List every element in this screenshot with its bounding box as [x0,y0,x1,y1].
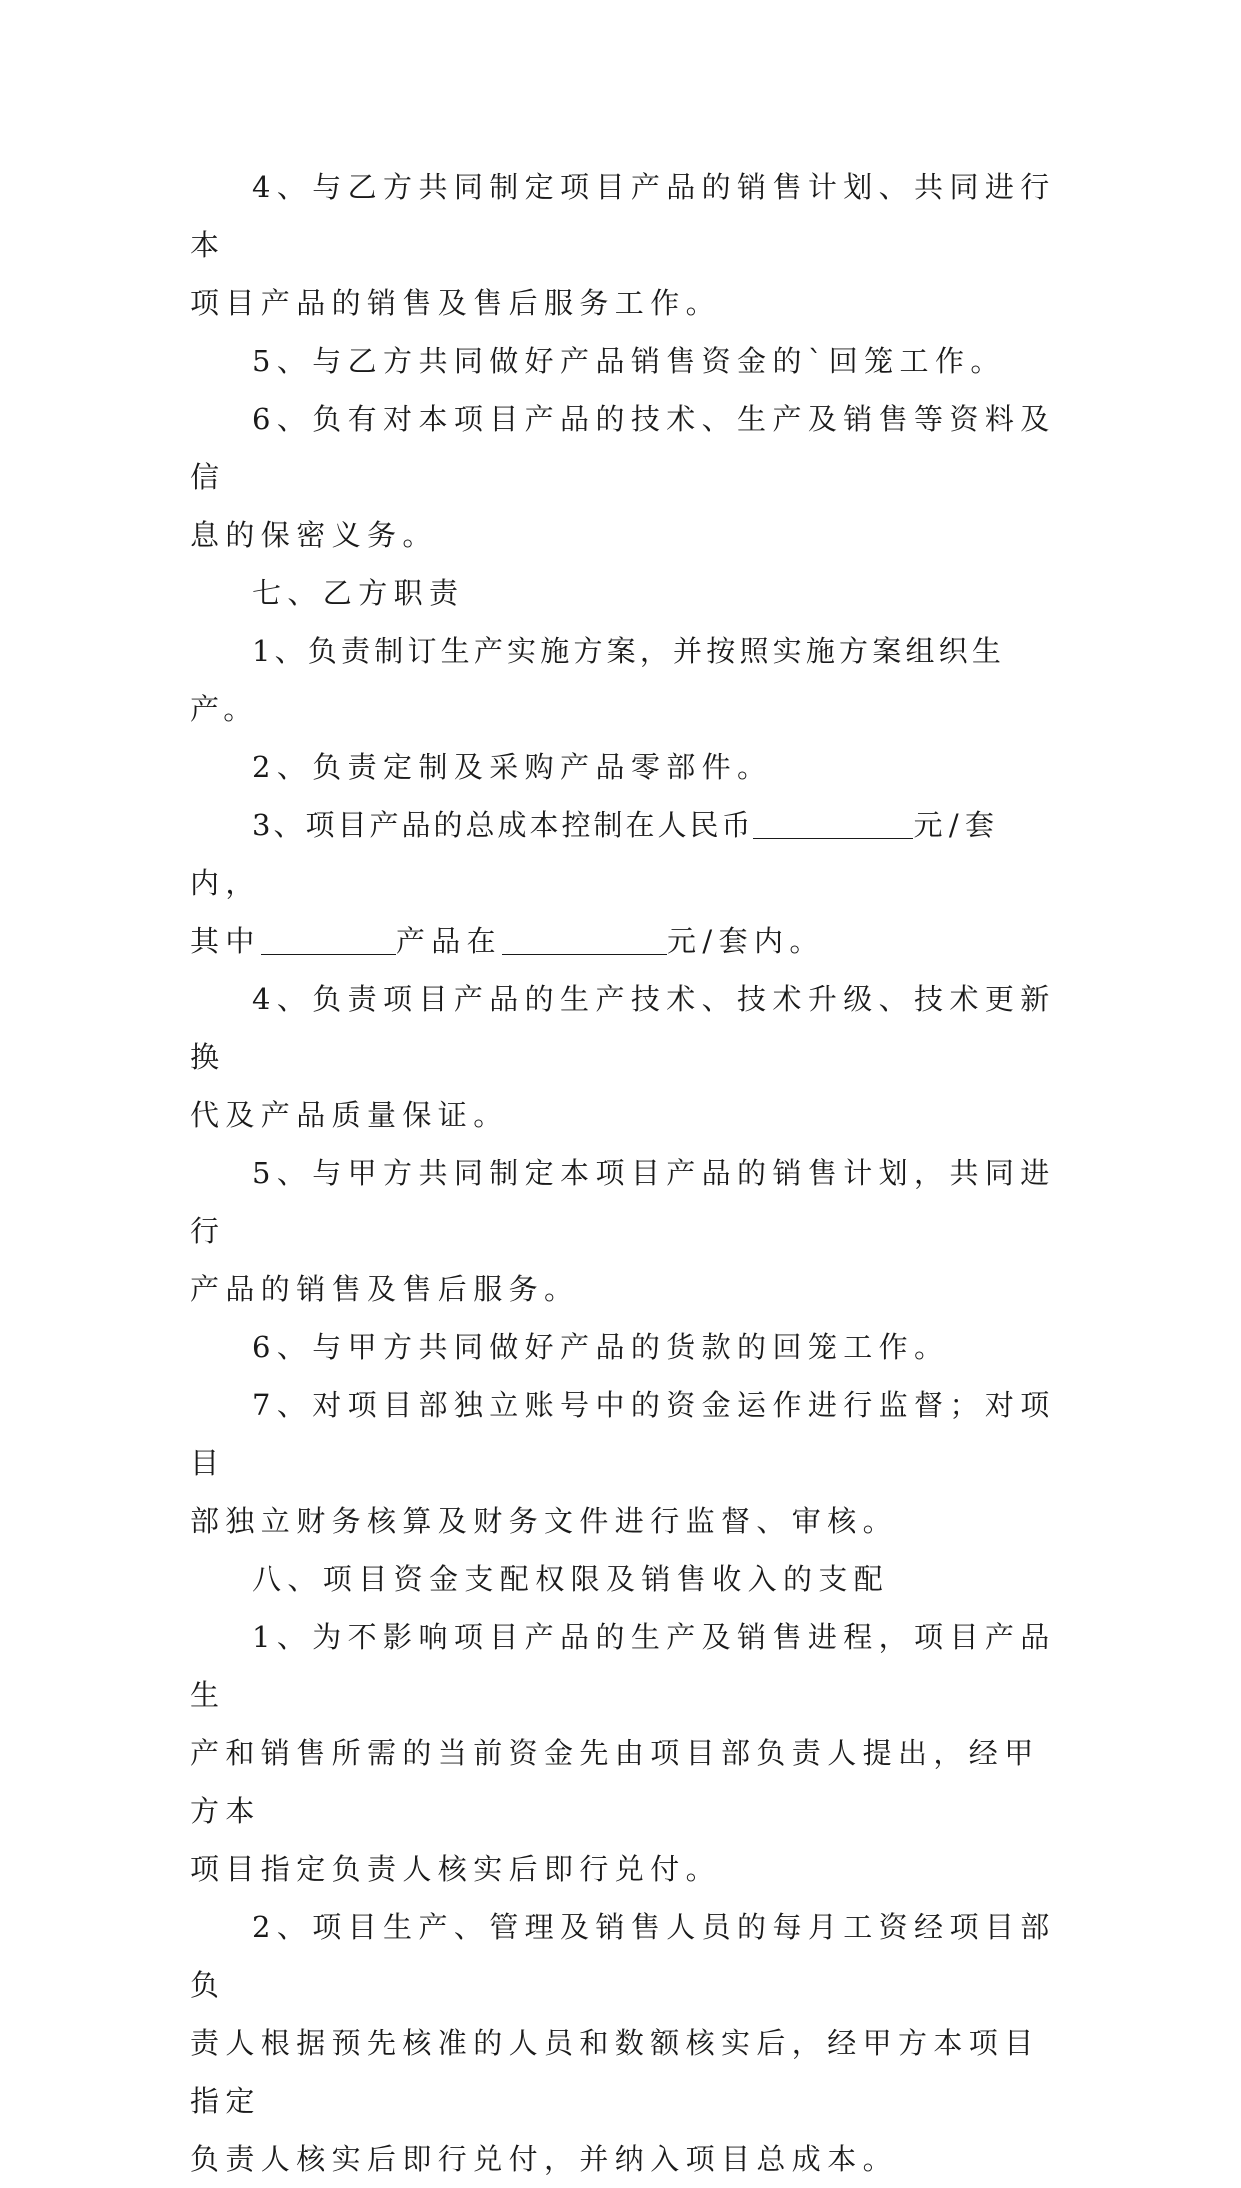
text-line: 部独立财务核算及财务文件进行监督、审核。 [190,1504,899,1538]
blank-field-product-cost [502,924,667,955]
text-line: 项目指定负责人核实后即行兑付。 [190,1852,722,1886]
cost-line2-c: 元/套内。 [667,924,825,958]
paragraph-b7 [190,1376,1060,1550]
text-line: 产和销售所需的当前资金先由项目部负责人提出，经甲方本 [190,1736,1040,1828]
text-line: 5、与乙方共同做好产品销售资金的`回笼工作。 [252,344,1006,378]
paragraph-b1 [190,622,1060,738]
paragraph-b5 [190,1144,1060,1318]
text-line: 负责人核实后即行兑付，并纳入项目总成本。 [190,2142,899,2176]
text-line: 代及产品质量保证。 [190,1098,509,1132]
cost-line2-a: 其中 [190,924,261,958]
text-line: 七、乙方职责 [252,576,465,610]
document-page [190,158,1060,2188]
text-line [190,796,1060,912]
text-line: 6、负有对本项目产品的技术、生产及销售等资料及信 [190,402,1056,494]
paragraph-b3-cost [190,796,1060,970]
text-line: 4、与乙方共同制定项目产品的销售计划、共同进行本 [190,170,1056,262]
text-line: 项目产品的销售及售后服务工作。 [190,286,722,320]
text-line: 1、负责制订生产实施方案，并按照实施方案组织生产。 [190,634,1006,726]
text-line: 息的保密义务。 [190,518,438,552]
paragraph-c1 [190,1608,1060,1898]
blank-field-product-name [261,924,396,955]
text-line [190,912,1060,970]
text-line: 2、项目生产、管理及销售人员的每月工资经项目部负 [190,1910,1056,2002]
text-line: 责人根据预先核准的人员和数额核实后，经甲方本项目指定 [190,2026,1040,2118]
paragraph-b4 [190,970,1060,1144]
paragraph-c2 [190,1898,1060,2188]
paragraph-b2 [190,738,1060,796]
paragraph-a6 [190,390,1060,564]
paragraph-a5 [190,332,1060,390]
section-heading-8 [190,1550,1060,1608]
section-heading-7 [190,564,1060,622]
text-line: 7、对项目部独立账号中的资金运作进行监督；对项目 [190,1388,1056,1480]
text-line: 5、与甲方共同制定本项目产品的销售计划，共同进行 [190,1156,1056,1248]
paragraph-b6 [190,1318,1060,1376]
cost-prefix: 3、项目产品的总成本控制在人民币 [252,808,754,842]
blank-field-total-cost [753,808,913,839]
text-line: 1、为不影响项目产品的生产及销售进程，项目产品生 [190,1620,1056,1712]
text-line: 产品的销售及售后服务。 [190,1272,580,1306]
text-line: 6、与甲方共同做好产品的货款的回笼工作。 [252,1330,950,1364]
text-line: 八、项目资金支配权限及销售收入的支配 [252,1562,890,1596]
text-line: 2、负责定制及采购产品零部件。 [252,750,773,784]
text-line: 4、负责项目产品的生产技术、技术升级、技术更新换 [190,982,1056,1074]
cost-suffix: 元/套内， [190,808,1001,900]
cost-line2-b: 产品在 [395,924,503,958]
paragraph-a4 [190,158,1060,332]
